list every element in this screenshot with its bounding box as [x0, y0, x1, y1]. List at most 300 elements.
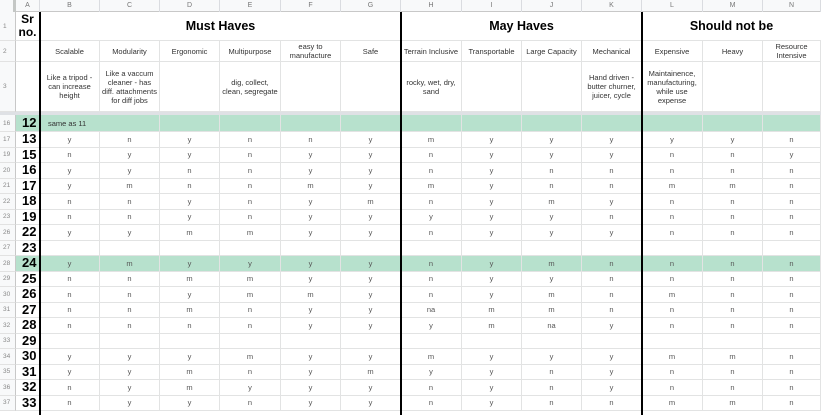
- rating-cell[interactable]: n: [401, 396, 462, 412]
- rating-cell[interactable]: y: [401, 365, 462, 381]
- column-header-c[interactable]: C: [100, 0, 160, 12]
- rating-cell[interactable]: [462, 115, 522, 132]
- rating-cell[interactable]: n: [582, 303, 642, 319]
- rating-cell[interactable]: n: [582, 272, 642, 288]
- rating-cell[interactable]: [160, 241, 220, 257]
- rating-cell[interactable]: y: [462, 179, 522, 195]
- rating-cell[interactable]: y: [582, 148, 642, 164]
- rating-cell[interactable]: [522, 241, 582, 257]
- rating-cell[interactable]: [703, 334, 763, 350]
- rating-cell[interactable]: y: [100, 225, 160, 241]
- rating-cell[interactable]: n: [582, 256, 642, 272]
- rating-cell[interactable]: y: [281, 163, 341, 179]
- rating-cell[interactable]: n: [703, 318, 763, 334]
- rating-cell[interactable]: y: [281, 349, 341, 365]
- rating-cell[interactable]: [462, 241, 522, 257]
- rating-cell[interactable]: m: [522, 194, 582, 210]
- rating-cell[interactable]: y: [160, 396, 220, 412]
- row-header-3[interactable]: 3: [0, 62, 16, 112]
- rating-cell[interactable]: y: [281, 318, 341, 334]
- sr-number-cell[interactable]: 29: [16, 334, 40, 350]
- rating-cell[interactable]: m: [220, 287, 281, 303]
- rating-cell[interactable]: m: [341, 365, 401, 381]
- rating-cell[interactable]: n: [642, 365, 703, 381]
- row-header-23[interactable]: 23: [0, 210, 16, 226]
- rating-cell[interactable]: n: [100, 287, 160, 303]
- rating-cell[interactable]: m: [160, 303, 220, 319]
- rating-cell[interactable]: m: [642, 287, 703, 303]
- rating-cell[interactable]: [401, 241, 462, 257]
- rating-cell[interactable]: n: [763, 210, 821, 226]
- rating-cell[interactable]: y: [341, 256, 401, 272]
- rating-cell[interactable]: n: [401, 256, 462, 272]
- criterion-header[interactable]: Safe: [341, 41, 401, 62]
- sr-number-cell[interactable]: 13: [16, 132, 40, 148]
- rating-cell[interactable]: [220, 115, 281, 132]
- column-header-d[interactable]: D: [160, 0, 220, 12]
- rating-cell[interactable]: y: [522, 210, 582, 226]
- rating-cell[interactable]: m: [220, 225, 281, 241]
- rating-cell[interactable]: [763, 115, 821, 132]
- criterion-description[interactable]: dig, collect, clean, segregate: [220, 62, 281, 112]
- rating-cell[interactable]: y: [100, 365, 160, 381]
- rating-cell[interactable]: y: [40, 256, 100, 272]
- rating-cell[interactable]: y: [522, 349, 582, 365]
- rating-cell[interactable]: n: [763, 272, 821, 288]
- rating-cell[interactable]: n: [40, 194, 100, 210]
- rating-cell[interactable]: y: [341, 318, 401, 334]
- criterion-description[interactable]: Like a vaccum cleaner - has diff. attachments for diff jobs: [100, 62, 160, 112]
- rating-cell[interactable]: n: [401, 287, 462, 303]
- rating-cell[interactable]: n: [281, 132, 341, 148]
- criterion-header[interactable]: Scalable: [40, 41, 100, 62]
- rating-cell[interactable]: n: [763, 256, 821, 272]
- row-header-36[interactable]: 36: [0, 380, 16, 396]
- rating-cell[interactable]: n: [642, 303, 703, 319]
- rating-cell[interactable]: n: [763, 194, 821, 210]
- criterion-header[interactable]: Large Capacity: [522, 41, 582, 62]
- rating-cell[interactable]: y: [160, 256, 220, 272]
- column-header-f[interactable]: F: [281, 0, 341, 12]
- rating-cell[interactable]: n: [220, 148, 281, 164]
- select-all-corner[interactable]: [0, 0, 16, 12]
- rating-cell[interactable]: n: [582, 210, 642, 226]
- rating-cell[interactable]: m: [100, 256, 160, 272]
- rating-cell[interactable]: y: [341, 349, 401, 365]
- rating-cell[interactable]: m: [341, 194, 401, 210]
- rating-cell[interactable]: y: [40, 163, 100, 179]
- rating-cell[interactable]: y: [582, 194, 642, 210]
- rating-cell[interactable]: n: [703, 210, 763, 226]
- criterion-description[interactable]: Maintainence, manufacturing, while use expense: [642, 62, 703, 112]
- rating-cell[interactable]: [642, 115, 703, 132]
- rating-cell[interactable]: n: [522, 163, 582, 179]
- rating-cell[interactable]: [281, 334, 341, 350]
- sr-number-cell[interactable]: 12: [16, 115, 40, 132]
- sr-number-cell[interactable]: 19: [16, 210, 40, 226]
- rating-cell[interactable]: y: [763, 148, 821, 164]
- sr-number-cell[interactable]: 22: [16, 225, 40, 241]
- rating-cell[interactable]: m: [642, 396, 703, 412]
- rating-cell[interactable]: n: [703, 303, 763, 319]
- rating-cell[interactable]: n: [763, 318, 821, 334]
- rating-cell[interactable]: m: [220, 349, 281, 365]
- rating-cell[interactable]: n: [763, 365, 821, 381]
- criterion-header[interactable]: easy to manufacture: [281, 41, 341, 62]
- rating-cell[interactable]: m: [401, 349, 462, 365]
- rating-cell[interactable]: n: [220, 396, 281, 412]
- rating-cell[interactable]: y: [462, 380, 522, 396]
- rating-cell[interactable]: [703, 115, 763, 132]
- sr-number-cell[interactable]: 18: [16, 194, 40, 210]
- rating-cell[interactable]: n: [100, 318, 160, 334]
- rating-cell[interactable]: y: [341, 396, 401, 412]
- sr-number-cell[interactable]: 16: [16, 163, 40, 179]
- rating-cell[interactable]: n: [582, 163, 642, 179]
- rating-cell[interactable]: n: [100, 210, 160, 226]
- rating-cell[interactable]: m: [522, 287, 582, 303]
- column-header-i[interactable]: I: [462, 0, 522, 12]
- rating-cell[interactable]: n: [401, 272, 462, 288]
- rating-cell[interactable]: m: [160, 380, 220, 396]
- rating-cell[interactable]: n: [40, 287, 100, 303]
- row-header-28[interactable]: 28: [0, 256, 16, 272]
- rating-cell[interactable]: y: [401, 210, 462, 226]
- sr-number-cell[interactable]: 30: [16, 349, 40, 365]
- criterion-header[interactable]: Mechanical: [582, 41, 642, 62]
- rating-cell[interactable]: n: [40, 318, 100, 334]
- rating-cell[interactable]: m: [100, 179, 160, 195]
- row-header-35[interactable]: 35: [0, 365, 16, 381]
- rating-cell[interactable]: y: [341, 210, 401, 226]
- row-header-16[interactable]: 16: [0, 115, 16, 132]
- rating-cell[interactable]: n: [763, 179, 821, 195]
- rating-cell[interactable]: y: [160, 287, 220, 303]
- rating-cell[interactable]: n: [401, 163, 462, 179]
- rating-cell[interactable]: [281, 241, 341, 257]
- rating-cell[interactable]: n: [642, 194, 703, 210]
- rating-cell[interactable]: m: [281, 287, 341, 303]
- rating-cell[interactable]: y: [40, 225, 100, 241]
- rating-cell[interactable]: y: [40, 132, 100, 148]
- rating-cell[interactable]: [763, 241, 821, 257]
- rating-cell[interactable]: n: [703, 365, 763, 381]
- rating-cell[interactable]: n: [220, 194, 281, 210]
- criterion-description[interactable]: [703, 62, 763, 112]
- rating-cell[interactable]: n: [100, 132, 160, 148]
- rating-cell[interactable]: [220, 334, 281, 350]
- rating-cell[interactable]: [703, 241, 763, 257]
- sr-number-cell[interactable]: 31: [16, 365, 40, 381]
- column-header-j[interactable]: J: [522, 0, 582, 12]
- rating-cell[interactable]: y: [220, 256, 281, 272]
- rating-cell[interactable]: y: [462, 210, 522, 226]
- rating-cell[interactable]: n: [522, 179, 582, 195]
- rating-cell[interactable]: n: [642, 380, 703, 396]
- criterion-description[interactable]: [522, 62, 582, 112]
- rating-cell[interactable]: m: [220, 272, 281, 288]
- row-header-26[interactable]: 26: [0, 225, 16, 241]
- sr-number-cell[interactable]: 27: [16, 303, 40, 319]
- sr-number-cell[interactable]: 25: [16, 272, 40, 288]
- rating-cell[interactable]: y: [522, 225, 582, 241]
- rating-cell[interactable]: n: [220, 132, 281, 148]
- rating-cell[interactable]: m: [522, 303, 582, 319]
- rating-cell[interactable]: y: [582, 225, 642, 241]
- rating-cell[interactable]: y: [341, 132, 401, 148]
- rating-cell[interactable]: n: [100, 272, 160, 288]
- rating-cell[interactable]: [401, 334, 462, 350]
- column-header-h[interactable]: H: [401, 0, 462, 12]
- rating-cell[interactable]: y: [160, 194, 220, 210]
- rating-cell[interactable]: m: [281, 179, 341, 195]
- criterion-header[interactable]: Expensive: [642, 41, 703, 62]
- rating-cell[interactable]: y: [40, 349, 100, 365]
- rating-cell[interactable]: y: [281, 256, 341, 272]
- rating-cell[interactable]: n: [220, 318, 281, 334]
- criterion-header[interactable]: Resource Intensive: [763, 41, 821, 62]
- rating-cell[interactable]: [341, 115, 401, 132]
- criterion-description[interactable]: [341, 62, 401, 112]
- rating-cell[interactable]: n: [763, 380, 821, 396]
- rating-cell[interactable]: y: [100, 396, 160, 412]
- sr-number-cell[interactable]: 15: [16, 148, 40, 164]
- rating-cell[interactable]: y: [341, 179, 401, 195]
- rating-cell[interactable]: n: [763, 287, 821, 303]
- rating-cell[interactable]: y: [341, 272, 401, 288]
- rating-cell[interactable]: y: [462, 272, 522, 288]
- rating-cell[interactable]: [401, 115, 462, 132]
- rating-cell[interactable]: [100, 334, 160, 350]
- rating-cell[interactable]: y: [341, 163, 401, 179]
- rating-cell[interactable]: [642, 241, 703, 257]
- note-cell[interactable]: same as 11: [40, 115, 100, 132]
- rating-cell[interactable]: y: [462, 163, 522, 179]
- row-header-27[interactable]: 27: [0, 241, 16, 257]
- rating-cell[interactable]: y: [462, 225, 522, 241]
- rating-cell[interactable]: y: [582, 132, 642, 148]
- rating-cell[interactable]: n: [703, 272, 763, 288]
- rating-cell[interactable]: y: [341, 287, 401, 303]
- rating-cell[interactable]: n: [220, 365, 281, 381]
- rating-cell[interactable]: y: [462, 396, 522, 412]
- rating-cell[interactable]: y: [281, 303, 341, 319]
- cell-a2[interactable]: [16, 41, 40, 62]
- rating-cell[interactable]: m: [160, 225, 220, 241]
- row-header-17[interactable]: 17: [0, 132, 16, 148]
- rating-cell[interactable]: [763, 334, 821, 350]
- rating-cell[interactable]: n: [642, 148, 703, 164]
- rating-cell[interactable]: m: [642, 179, 703, 195]
- rating-cell[interactable]: n: [763, 163, 821, 179]
- rating-cell[interactable]: y: [582, 318, 642, 334]
- rating-cell[interactable]: y: [100, 349, 160, 365]
- rating-cell[interactable]: y: [40, 179, 100, 195]
- rating-cell[interactable]: n: [220, 179, 281, 195]
- rating-cell[interactable]: [160, 334, 220, 350]
- rating-cell[interactable]: y: [462, 287, 522, 303]
- rating-cell[interactable]: y: [522, 148, 582, 164]
- rating-cell[interactable]: y: [462, 256, 522, 272]
- rating-cell[interactable]: n: [401, 148, 462, 164]
- rating-cell[interactable]: [160, 115, 220, 132]
- criterion-header[interactable]: Terrain Inclusive: [401, 41, 462, 62]
- rating-cell[interactable]: n: [703, 163, 763, 179]
- column-header-a[interactable]: A: [16, 0, 40, 12]
- rating-cell[interactable]: m: [642, 349, 703, 365]
- rating-cell[interactable]: y: [582, 380, 642, 396]
- rating-cell[interactable]: n: [642, 272, 703, 288]
- rating-cell[interactable]: n: [642, 163, 703, 179]
- rating-cell[interactable]: m: [522, 256, 582, 272]
- rating-cell[interactable]: m: [401, 179, 462, 195]
- rating-cell[interactable]: n: [40, 210, 100, 226]
- rating-cell[interactable]: n: [100, 303, 160, 319]
- rating-cell[interactable]: n: [160, 179, 220, 195]
- rating-cell[interactable]: [462, 334, 522, 350]
- criterion-description[interactable]: [462, 62, 522, 112]
- rating-cell[interactable]: y: [160, 148, 220, 164]
- rating-cell[interactable]: y: [401, 318, 462, 334]
- rating-cell[interactable]: m: [160, 272, 220, 288]
- rating-cell[interactable]: y: [341, 380, 401, 396]
- rating-cell[interactable]: y: [100, 163, 160, 179]
- rating-cell[interactable]: [522, 115, 582, 132]
- rating-cell[interactable]: y: [281, 380, 341, 396]
- rating-cell[interactable]: n: [401, 225, 462, 241]
- rating-cell[interactable]: y: [281, 148, 341, 164]
- rating-cell[interactable]: y: [220, 380, 281, 396]
- rating-cell[interactable]: y: [462, 194, 522, 210]
- criterion-description[interactable]: [281, 62, 341, 112]
- rating-cell[interactable]: n: [40, 380, 100, 396]
- rating-cell[interactable]: m: [462, 303, 522, 319]
- row-header-33[interactable]: 33: [0, 334, 16, 350]
- column-header-b[interactable]: B: [40, 0, 100, 12]
- rating-cell[interactable]: n: [763, 303, 821, 319]
- rating-cell[interactable]: y: [642, 132, 703, 148]
- rating-cell[interactable]: n: [703, 380, 763, 396]
- rating-cell[interactable]: y: [160, 349, 220, 365]
- row-header-19[interactable]: 19: [0, 148, 16, 164]
- rating-cell[interactable]: y: [582, 365, 642, 381]
- rating-cell[interactable]: n: [100, 194, 160, 210]
- rating-cell[interactable]: [100, 241, 160, 257]
- rating-cell[interactable]: n: [763, 396, 821, 412]
- sr-number-cell[interactable]: 23: [16, 241, 40, 257]
- rating-cell[interactable]: n: [642, 225, 703, 241]
- rating-cell[interactable]: [522, 334, 582, 350]
- rating-cell[interactable]: [341, 334, 401, 350]
- column-header-e[interactable]: E: [220, 0, 281, 12]
- rating-cell[interactable]: y: [703, 132, 763, 148]
- criterion-header[interactable]: Multipurpose: [220, 41, 281, 62]
- rating-cell[interactable]: n: [220, 163, 281, 179]
- rating-cell[interactable]: n: [40, 396, 100, 412]
- column-header-g[interactable]: G: [341, 0, 401, 12]
- cell-a3[interactable]: [16, 62, 40, 112]
- rating-cell[interactable]: n: [703, 225, 763, 241]
- rating-cell[interactable]: m: [703, 349, 763, 365]
- rating-cell[interactable]: y: [522, 132, 582, 148]
- rating-cell[interactable]: [281, 115, 341, 132]
- row-header-29[interactable]: 29: [0, 272, 16, 288]
- rating-cell[interactable]: [582, 115, 642, 132]
- rating-cell[interactable]: y: [100, 148, 160, 164]
- rating-cell[interactable]: y: [160, 132, 220, 148]
- criterion-description[interactable]: Like a tripod - can increase height: [40, 62, 100, 112]
- rating-cell[interactable]: n: [703, 287, 763, 303]
- rating-cell[interactable]: y: [462, 148, 522, 164]
- rating-cell[interactable]: y: [281, 272, 341, 288]
- rating-cell[interactable]: m: [401, 132, 462, 148]
- rating-cell[interactable]: n: [763, 132, 821, 148]
- rating-cell[interactable]: n: [703, 256, 763, 272]
- rating-cell[interactable]: [100, 115, 160, 132]
- rating-cell[interactable]: y: [341, 148, 401, 164]
- criterion-header[interactable]: Modularity: [100, 41, 160, 62]
- sr-number-cell[interactable]: 24: [16, 256, 40, 272]
- sr-number-cell[interactable]: 32: [16, 380, 40, 396]
- column-header-k[interactable]: K: [582, 0, 642, 12]
- criterion-header[interactable]: Transportable: [462, 41, 522, 62]
- rating-cell[interactable]: m: [160, 365, 220, 381]
- rating-cell[interactable]: y: [281, 210, 341, 226]
- row-header-1[interactable]: 1: [0, 12, 16, 41]
- rating-cell[interactable]: y: [40, 365, 100, 381]
- rating-cell[interactable]: n: [522, 380, 582, 396]
- sr-number-cell[interactable]: 33: [16, 396, 40, 412]
- row-header-32[interactable]: 32: [0, 318, 16, 334]
- rating-cell[interactable]: n: [401, 380, 462, 396]
- rating-cell[interactable]: [582, 334, 642, 350]
- column-header-l[interactable]: L: [642, 0, 703, 12]
- rating-cell[interactable]: n: [40, 303, 100, 319]
- row-header-31[interactable]: 31: [0, 303, 16, 319]
- rating-cell[interactable]: n: [703, 194, 763, 210]
- rating-cell[interactable]: y: [462, 132, 522, 148]
- rating-cell[interactable]: m: [462, 318, 522, 334]
- rating-cell[interactable]: n: [703, 148, 763, 164]
- column-header-n[interactable]: N: [763, 0, 821, 12]
- rating-cell[interactable]: y: [462, 365, 522, 381]
- rating-cell[interactable]: m: [703, 396, 763, 412]
- row-header-34[interactable]: 34: [0, 349, 16, 365]
- rating-cell[interactable]: y: [341, 225, 401, 241]
- criterion-description[interactable]: Hand driven - butter churner, juicer, cycle: [582, 62, 642, 112]
- rating-cell[interactable]: n: [582, 179, 642, 195]
- criterion-header[interactable]: Heavy: [703, 41, 763, 62]
- row-header-22[interactable]: 22: [0, 194, 16, 210]
- rating-cell[interactable]: [40, 334, 100, 350]
- rating-cell[interactable]: n: [401, 194, 462, 210]
- rating-cell[interactable]: [40, 241, 100, 257]
- rating-cell[interactable]: y: [281, 225, 341, 241]
- row-header-2[interactable]: 2: [0, 41, 16, 62]
- rating-cell[interactable]: n: [160, 318, 220, 334]
- rating-cell[interactable]: y: [281, 194, 341, 210]
- rating-cell[interactable]: y: [462, 349, 522, 365]
- row-header-20[interactable]: 20: [0, 163, 16, 179]
- rating-cell[interactable]: y: [281, 396, 341, 412]
- rating-cell[interactable]: y: [160, 210, 220, 226]
- rating-cell[interactable]: m: [703, 179, 763, 195]
- rating-cell[interactable]: n: [40, 148, 100, 164]
- rating-cell[interactable]: y: [341, 303, 401, 319]
- rating-cell[interactable]: n: [642, 210, 703, 226]
- rating-cell[interactable]: n: [220, 210, 281, 226]
- criterion-description[interactable]: [160, 62, 220, 112]
